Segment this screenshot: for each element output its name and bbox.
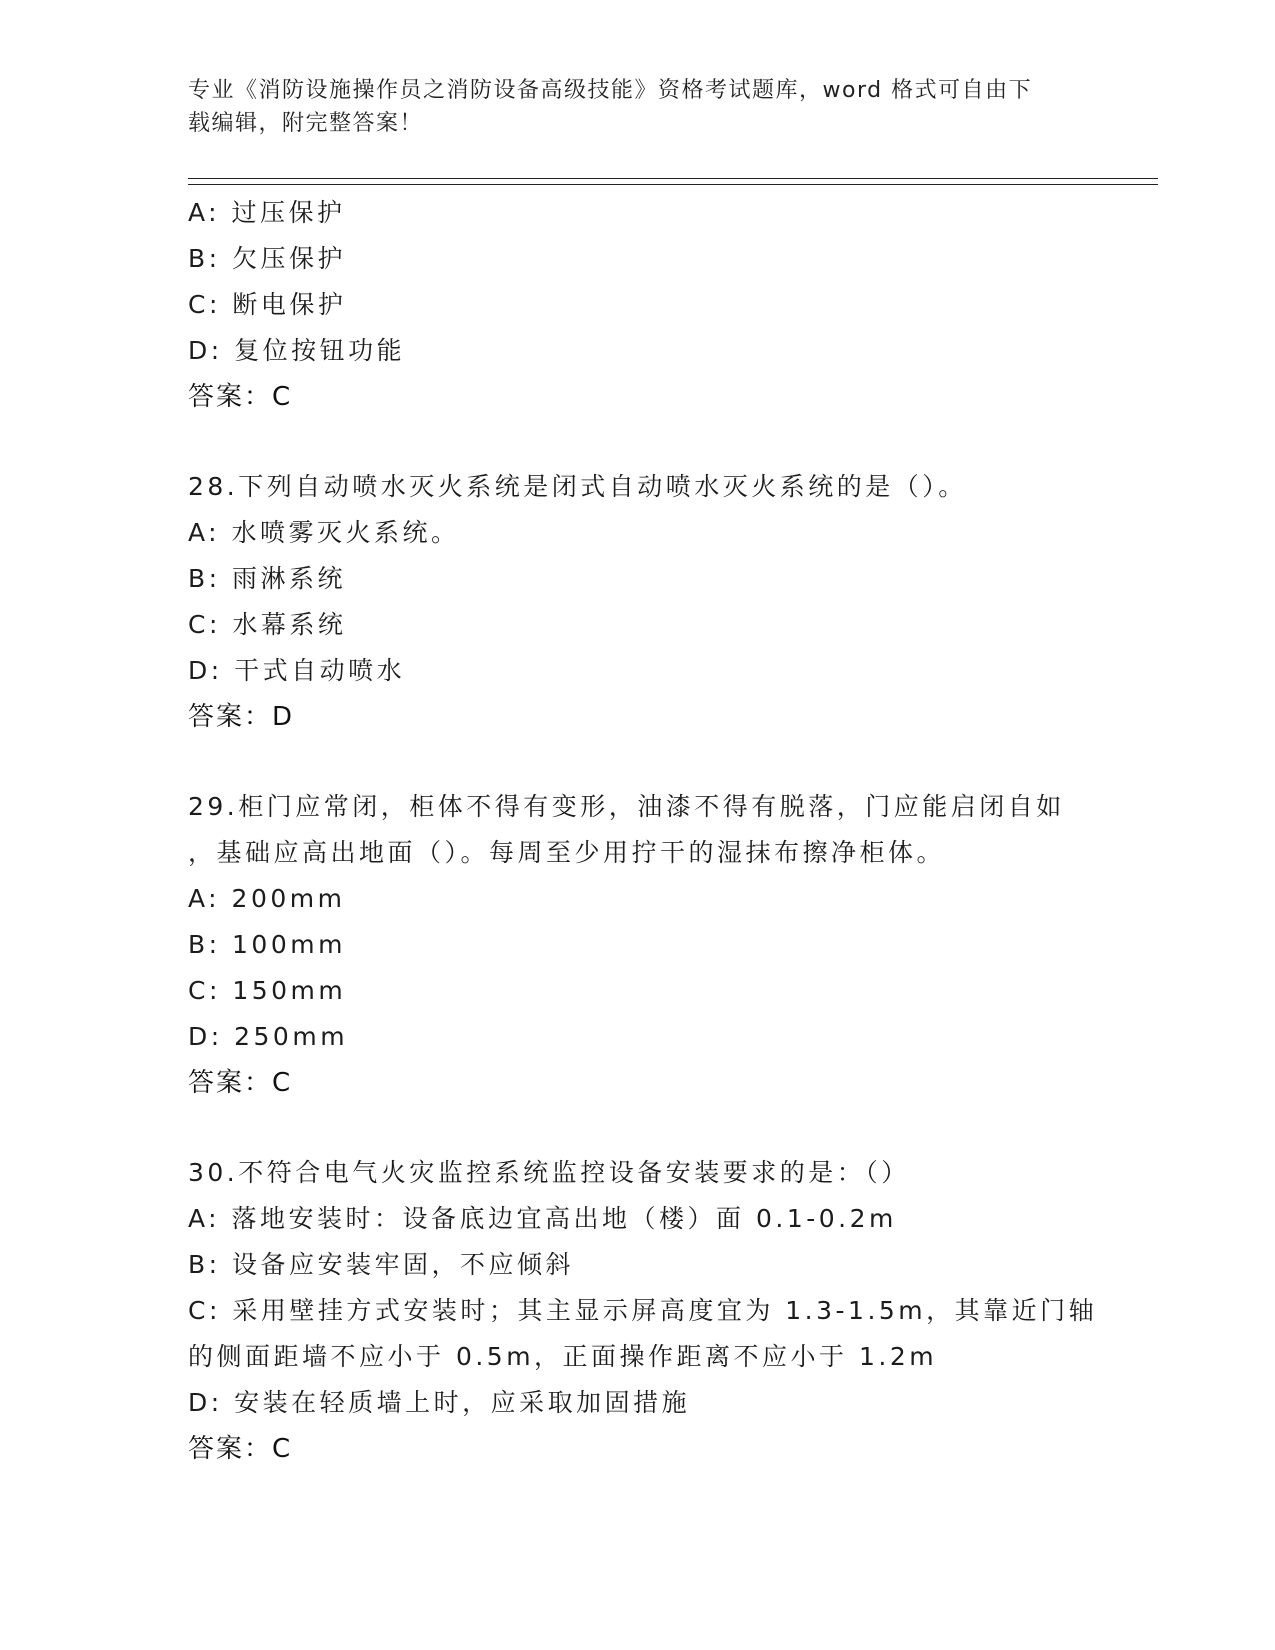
option-b: B: 100mm — [188, 930, 346, 959]
answer-line: 答案：C — [188, 382, 293, 412]
question-stem: 30.不符合电气火灾监控系统监控设备安装要求的是：（） — [188, 1158, 910, 1187]
option-a: A: 过压保护 — [188, 198, 346, 227]
question-content — [188, 190, 1098, 1472]
answer-line: 答案：D — [188, 702, 295, 732]
question-29 — [188, 784, 1088, 1106]
question-stem-continued: ，基础应高出地面（）。每周至少用拧干的湿抹布擦净柜体。 — [188, 838, 946, 867]
option-c: C: 150mm — [188, 976, 347, 1005]
option-d: D: 250mm — [188, 1022, 349, 1051]
option-b: B: 雨淋系统 — [188, 564, 347, 593]
option-a: A: 水喷雾灭火系统。 — [188, 518, 460, 547]
header-line-1: 专业《消防设施操作员之消防设备高级技能》资格考试题库，word 格式可自由下 — [188, 78, 1033, 103]
header-line-2: 载编辑，附完整答案！ — [188, 111, 424, 136]
option-c: C: 采用壁挂方式安装时；其主显示屏高度宜为 1.3-1.5m，其靠近门轴 — [188, 1296, 1098, 1325]
header-double-rule — [188, 178, 1158, 185]
option-b: B: 欠压保护 — [188, 244, 347, 273]
option-d: D: 复位按钮功能 — [188, 336, 406, 365]
question-stem: 28.下列自动喷水灭火系统是闭式自动喷水灭火系统的是（）。 — [188, 472, 967, 501]
question-28 — [188, 464, 1088, 740]
answer-line: 答案：C — [188, 1434, 293, 1464]
question-30 — [188, 1150, 1098, 1472]
previous-question-block — [188, 190, 1088, 420]
option-a: A: 落地安装时：设备底边宜高出地（楼）面 0.1-0.2m — [188, 1204, 897, 1233]
option-a: A: 200mm — [188, 884, 346, 913]
option-d: D: 干式自动喷水 — [188, 656, 406, 685]
option-b: B: 设备应安装牢固，不应倾斜 — [188, 1250, 575, 1279]
option-c-continued: 的侧面距墙不应小于 0.5m，正面操作距离不应小于 1.2m — [188, 1342, 938, 1371]
answer-line: 答案：C — [188, 1068, 293, 1098]
option-d: D: 安装在轻质墙上时，应采取加固措施 — [188, 1388, 691, 1417]
option-c: C: 水幕系统 — [188, 610, 347, 639]
option-c: C: 断电保护 — [188, 290, 347, 319]
question-stem: 29.柜门应常闭，柜体不得有变形，油漆不得有脱落，门应能启闭自如 — [188, 792, 1065, 821]
document-header — [188, 74, 1068, 140]
